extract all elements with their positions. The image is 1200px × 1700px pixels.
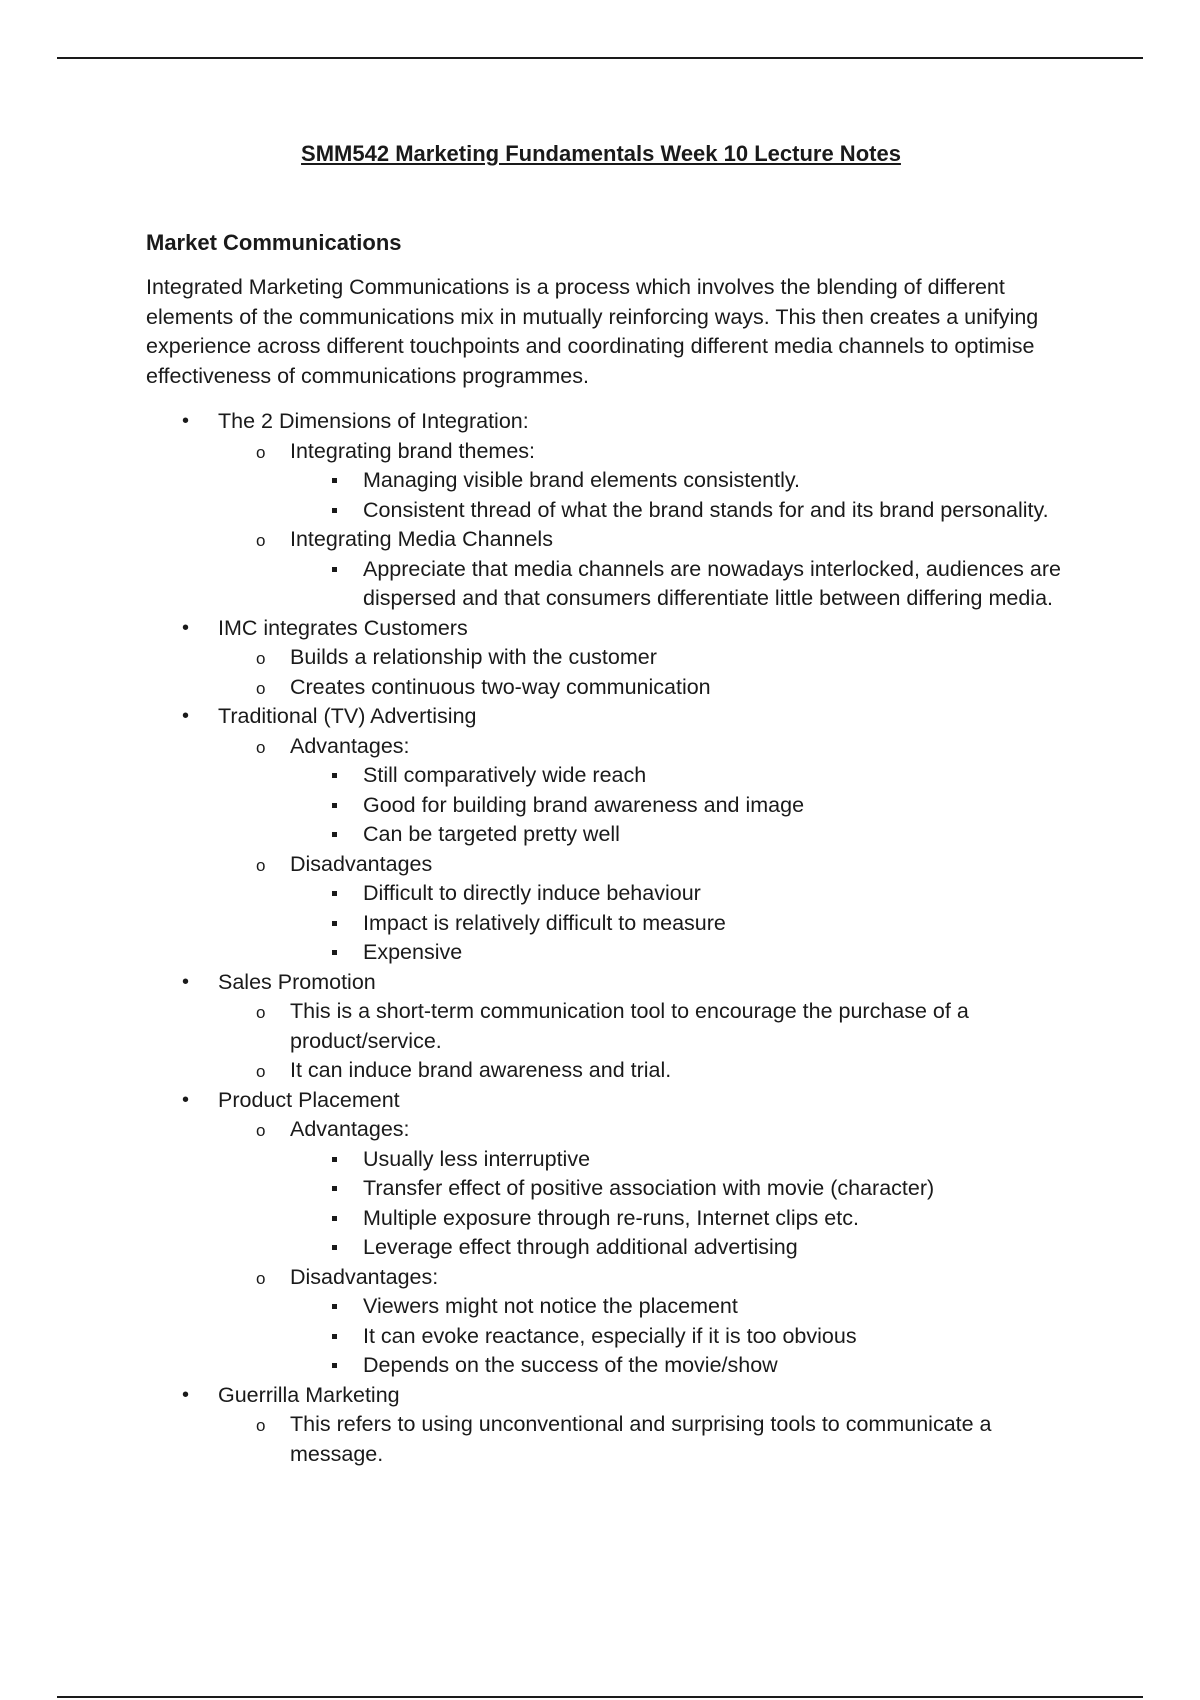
sub-item-text: This is a short-term communication tool to encourage the purchase of a product/service. — [290, 999, 969, 1053]
document-title: SMM542 Marketing Fundamentals Week 10 Lecture Notes — [301, 141, 901, 166]
sub-sub-item-text: Impact is relatively difficult to measure — [363, 910, 726, 935]
sub-sub-item-text: Appreciate that media channels are nowadays interlocked, audiences are dispersed and that consumers differentiate little between differing media. — [363, 556, 1061, 611]
sub-sub-item-text: Good for building brand awareness and image — [363, 792, 805, 817]
bullet-item — [146, 702, 1066, 968]
bullet-text: Product Placement — [218, 1087, 400, 1112]
sub-sub-item-text: Managing visible brand elements consistently. — [363, 468, 801, 493]
sub-item-text: Creates continuous two-way communication — [290, 674, 711, 699]
sub-item-text: Disadvantages — [290, 851, 433, 876]
sub-item — [218, 732, 1066, 850]
sub-sub-item — [290, 1292, 1066, 1322]
bullet-text: The 2 Dimensions of Integration: — [218, 409, 529, 434]
sub-list — [218, 997, 1066, 1086]
bullet-item — [146, 968, 1066, 1086]
sub-sub-item — [290, 761, 1066, 791]
sub-item — [218, 643, 1066, 673]
sub-sub-item-text: Viewers might not notice the placement — [363, 1294, 738, 1319]
bullet-item — [146, 407, 1066, 614]
sub-list — [218, 643, 1066, 702]
sub-item-text: It can induce brand awareness and trial. — [290, 1058, 672, 1083]
sub-sub-item — [290, 909, 1066, 939]
sub-item — [218, 850, 1066, 968]
sub-sub-item-text: It can evoke reactance, especially if it is too obvious — [363, 1323, 857, 1348]
sub-sub-item — [290, 820, 1066, 850]
sub-sub-item — [290, 938, 1066, 968]
sub-sub-list — [290, 555, 1066, 614]
sub-item-text: Disadvantages: — [290, 1264, 439, 1289]
sub-sub-item — [290, 879, 1066, 909]
sub-item-text: Builds a relationship with the customer — [290, 645, 657, 670]
sub-sub-item — [290, 1145, 1066, 1175]
sub-item — [218, 673, 1066, 703]
sub-item — [218, 437, 1066, 526]
sub-sub-list — [290, 879, 1066, 968]
sub-sub-item-text: Leverage effect through additional advertising — [363, 1235, 798, 1260]
sub-sub-list — [290, 1292, 1066, 1381]
sub-item — [218, 1115, 1066, 1263]
bullet-text: Traditional (TV) Advertising — [218, 704, 477, 729]
bullet-text: Sales Promotion — [218, 969, 376, 994]
section-heading: Market Communications — [146, 229, 402, 255]
sub-sub-item — [290, 1233, 1066, 1263]
bullet-item — [146, 614, 1066, 703]
sub-item — [218, 1263, 1066, 1381]
bottom-rule — [57, 1696, 1143, 1698]
sub-sub-list — [290, 761, 1066, 850]
sub-sub-item — [290, 496, 1066, 526]
sub-item-text: This refers to using unconventional and surprising tools to communicate a message. — [290, 1412, 992, 1466]
bullet-item — [146, 1086, 1066, 1381]
top-rule — [57, 57, 1143, 59]
sub-sub-item — [290, 1204, 1066, 1234]
sub-sub-item-text: Still comparatively wide reach — [363, 763, 647, 788]
document-body — [146, 140, 1066, 1469]
sub-item-text: Advantages: — [290, 733, 410, 758]
sub-item — [218, 1410, 1066, 1469]
sub-list — [218, 1115, 1066, 1381]
sub-sub-item — [290, 1351, 1066, 1381]
sub-item-text: Advantages: — [290, 1117, 410, 1142]
sub-sub-item — [290, 791, 1066, 821]
sub-item-text: Integrating Media Channels — [290, 527, 553, 552]
bullet-text: IMC integrates Customers — [218, 615, 468, 640]
sub-sub-item-text: Can be targeted pretty well — [363, 822, 620, 847]
sub-sub-item-text: Usually less interruptive — [363, 1146, 591, 1171]
sub-list — [218, 732, 1066, 968]
sub-list — [218, 437, 1066, 614]
intro-paragraph: Integrated Marketing Communications is a process which involves the blending of different elements of the communications mix in mutually reinforcing ways. This then creates a unifying experience across different touchpoints and coordinating different media channels to optimise effectiveness of communications programmes. — [146, 275, 1039, 388]
sub-sub-item-text: Depends on the success of the movie/show — [363, 1353, 778, 1378]
sub-item-text: Integrating brand themes: — [290, 438, 536, 463]
sub-sub-item — [290, 555, 1066, 614]
sub-sub-item-text: Multiple exposure through re-runs, Internet clips etc. — [363, 1205, 859, 1230]
bullet-list — [146, 407, 1066, 1469]
sub-sub-item-text: Expensive — [363, 940, 463, 965]
sub-item — [218, 525, 1066, 614]
sub-item — [218, 1056, 1066, 1086]
sub-sub-item — [290, 1322, 1066, 1352]
sub-sub-list — [290, 1145, 1066, 1263]
sub-item — [218, 997, 1066, 1056]
sub-sub-item — [290, 466, 1066, 496]
sub-sub-item — [290, 1174, 1066, 1204]
sub-sub-list — [290, 466, 1066, 525]
bullet-text: Guerrilla Marketing — [218, 1382, 400, 1407]
sub-list — [218, 1410, 1066, 1469]
sub-sub-item-text: Transfer effect of positive association with movie (character) — [363, 1176, 935, 1201]
bullet-item — [146, 1381, 1066, 1470]
sub-sub-item-text: Difficult to directly induce behaviour — [363, 881, 701, 906]
sub-sub-item-text: Consistent thread of what the brand stands for and its brand personality. — [363, 497, 1049, 522]
